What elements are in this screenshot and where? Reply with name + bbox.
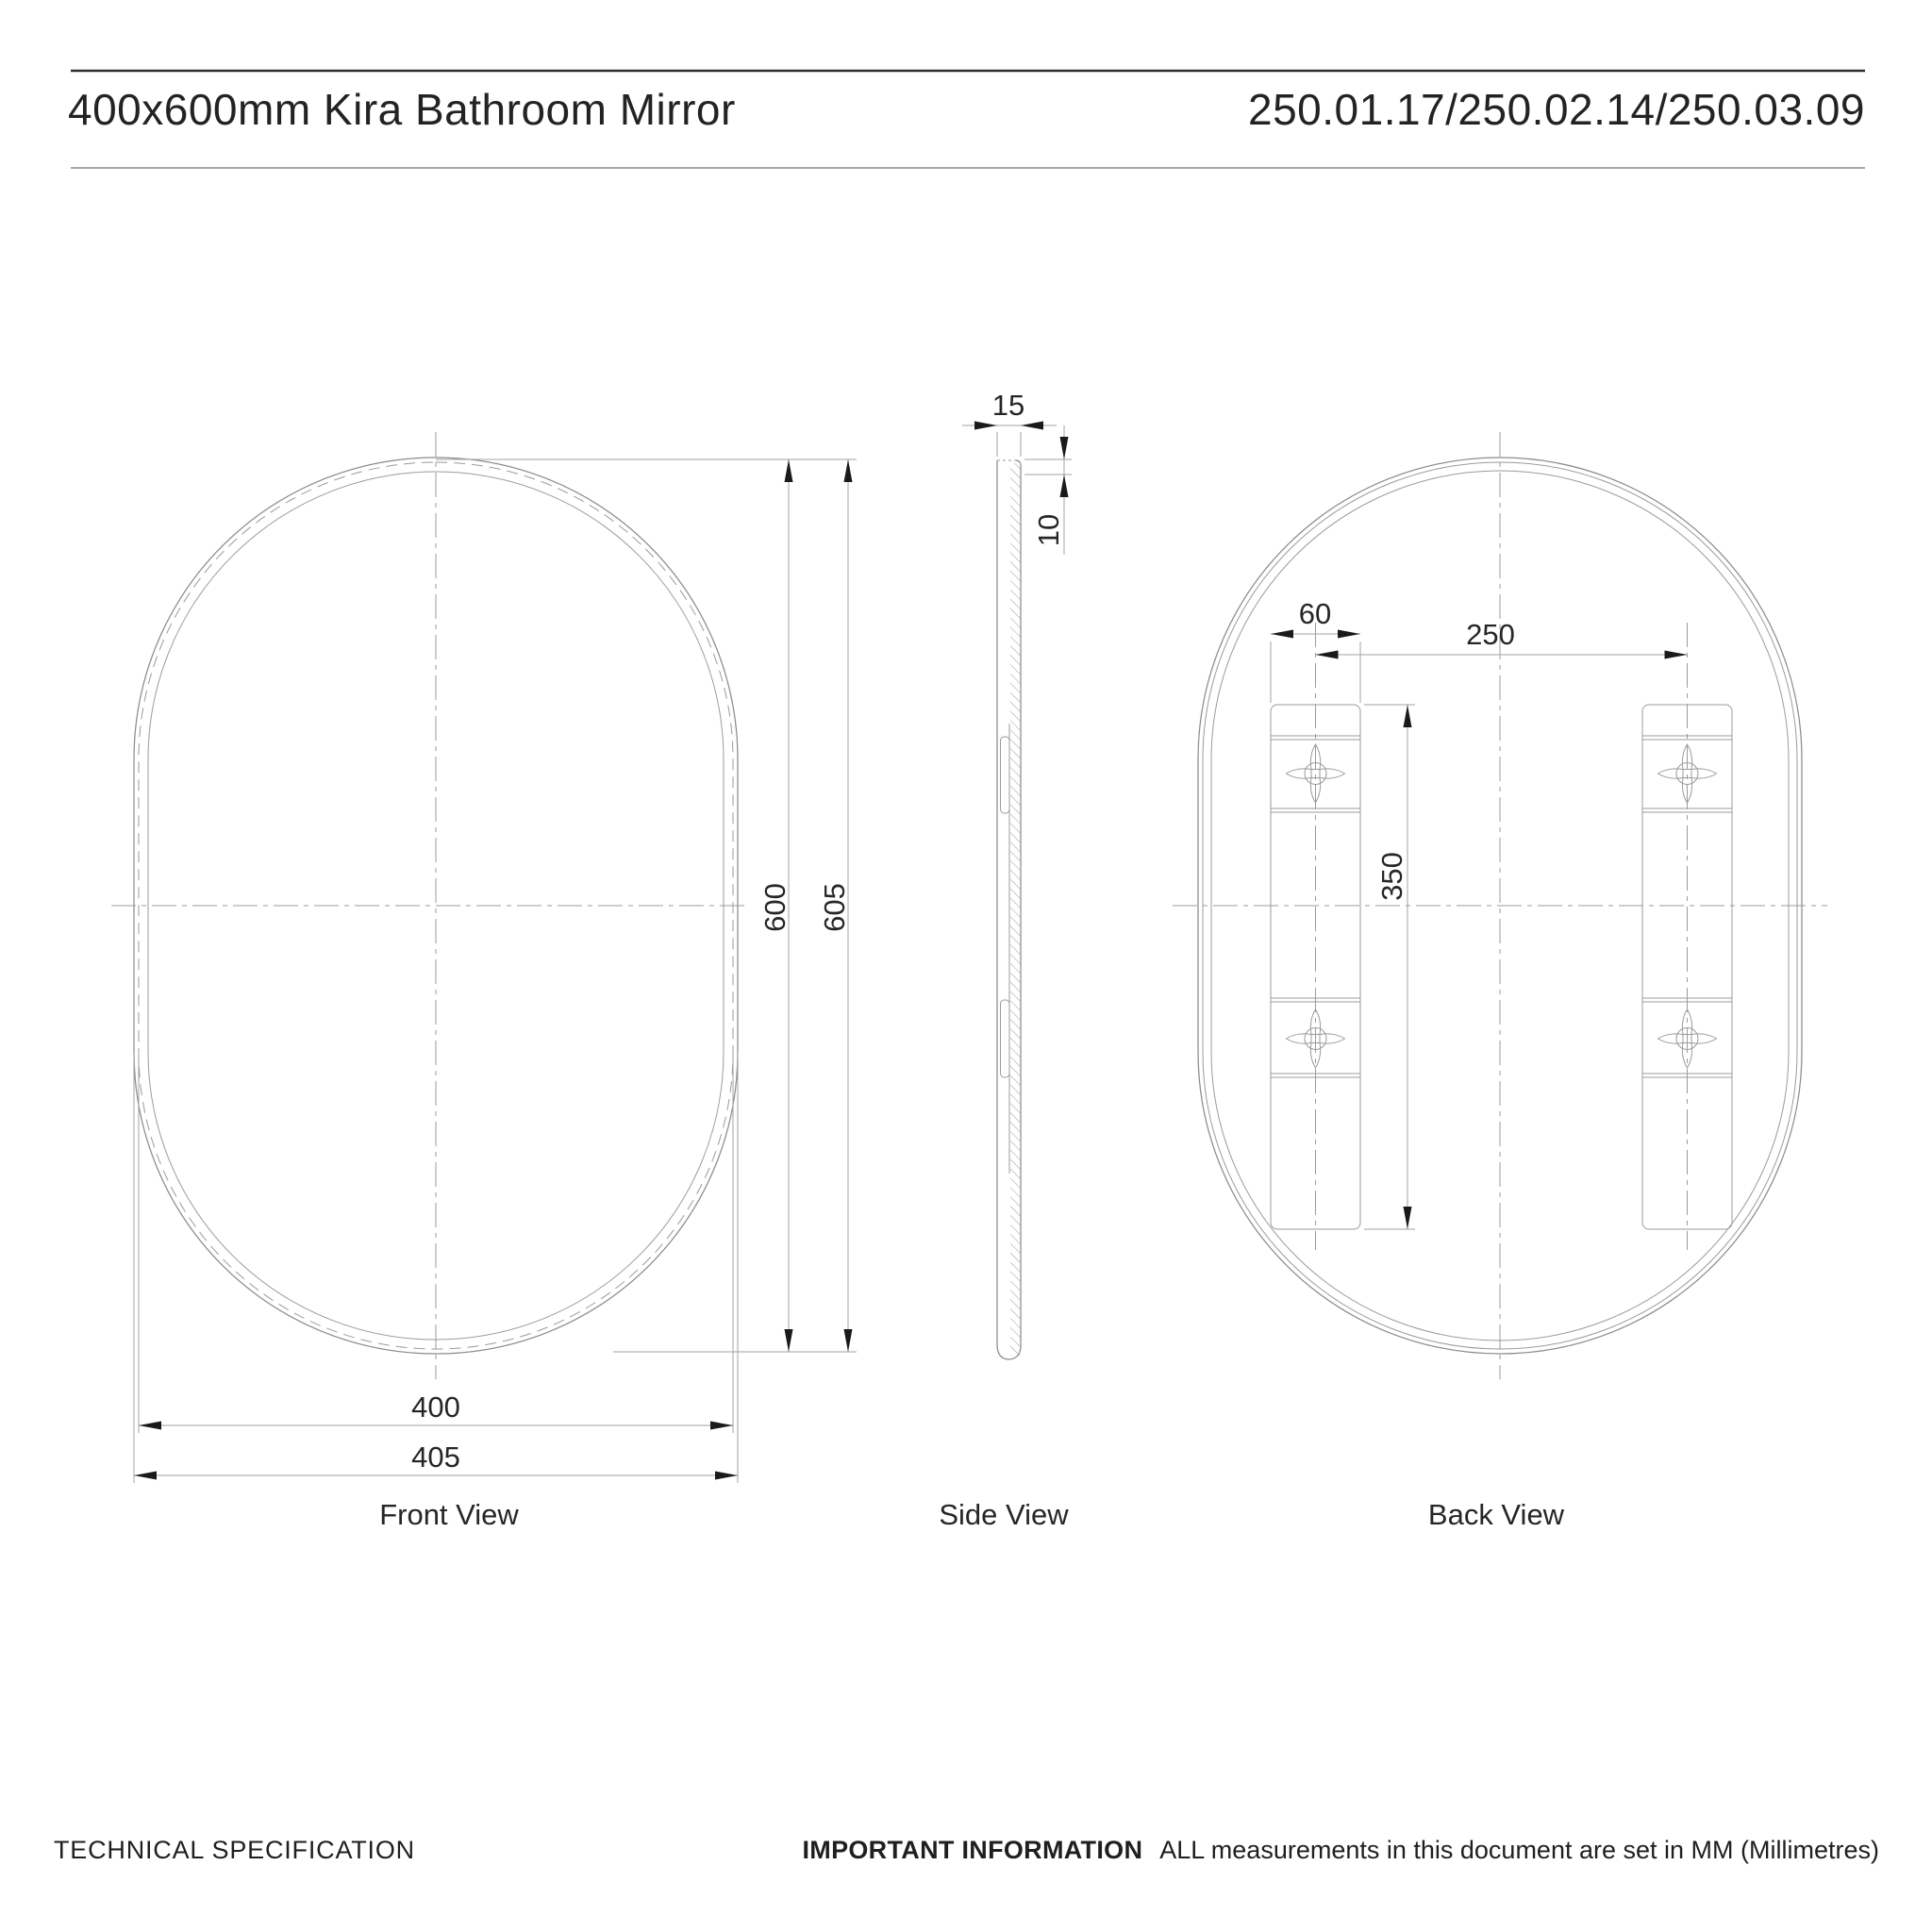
page-title: 400x600mm Kira Bathroom Mirror [68,85,736,134]
footer-right-text [802,1836,1879,1864]
arrowhead-down [785,1329,793,1352]
mounting-bracket-left [1271,623,1360,1250]
arrowhead-left [1021,422,1043,430]
dim-label-350: 350 [1375,852,1408,901]
footer-important-label: IMPORTANT INFORMATION [802,1836,1143,1864]
side-view-label: Side View [939,1498,1069,1531]
arrowhead-left [1271,630,1293,639]
back-view [1173,432,1827,1531]
arrowhead-up [785,459,793,482]
dim-label-10: 10 [1032,513,1065,547]
side-dim-lip-10 [1024,425,1072,555]
product-codes: 250.01.17/250.02.14/250.03.09 [1248,85,1865,134]
dim-label-605: 605 [818,883,851,932]
side-view [939,389,1072,1531]
arrowhead-right [1665,651,1688,659]
back-view-label: Back View [1427,1498,1565,1531]
dim-label-600: 600 [758,883,791,932]
back-dim-bracket-height-350 [1364,705,1415,1229]
arrowhead-up [1404,705,1412,727]
arrowhead-up [844,459,853,482]
dim-label-250: 250 [1466,618,1515,651]
back-dim-bracket-spacing-250 [1316,618,1688,659]
arrowhead-down [844,1329,853,1352]
arrowhead-left [139,1422,161,1430]
arrowhead-right [974,422,997,430]
dim-label-405: 405 [411,1441,460,1474]
front-dim-height-605 [818,459,853,1352]
dim-label-400: 400 [411,1391,460,1424]
arrowhead-down [1060,437,1069,459]
footer-left-text: TECHNICAL SPECIFICATION [54,1836,415,1864]
header [68,71,1865,168]
side-glass-hatch [1010,463,1021,1356]
dim-label-60: 60 [1298,597,1332,630]
mounting-bracket-right [1642,623,1732,1250]
footer [54,1836,1879,1864]
footer-measurements-note: ALL measurements in this document are set in MM (Millimetres) [1159,1836,1879,1864]
arrowhead-down [1404,1207,1412,1229]
arrowhead-up [1060,475,1069,497]
side-bracket-lower [1001,1000,1010,1077]
dim-label-15: 15 [991,389,1025,422]
side-bracket-upper [1001,737,1010,813]
arrowhead-right [1338,630,1360,639]
arrowhead-right [710,1422,733,1430]
front-view-label: Front View [379,1498,519,1531]
arrowhead-right [715,1472,738,1480]
arrowhead-left [134,1472,157,1480]
front-view [111,432,857,1531]
arrowhead-left [1316,651,1339,659]
side-dim-depth-15 [962,389,1057,457]
